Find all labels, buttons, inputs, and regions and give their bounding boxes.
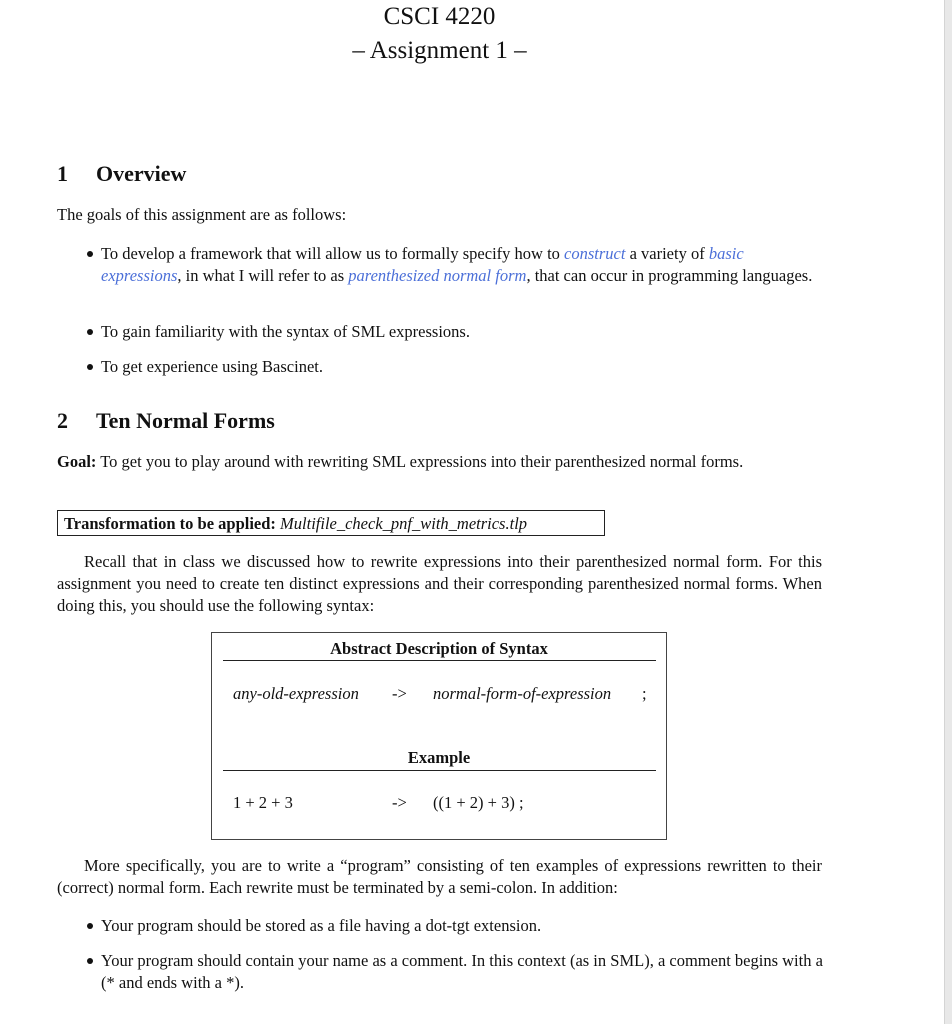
syntax-table xyxy=(211,632,667,840)
requirements-bullet-2: Your program should contain your name as a comment. In this context (as in SML), a comment begins with a (* and ends with a *). xyxy=(101,951,823,992)
bullet-icon xyxy=(87,364,93,370)
syntax-table-header: Abstract Description of Syntax xyxy=(330,639,548,658)
bullet-icon xyxy=(87,329,93,335)
bullet-icon xyxy=(87,958,93,964)
divider xyxy=(223,660,656,661)
goal-paragraph xyxy=(57,451,822,473)
link-construct[interactable]: construct xyxy=(564,244,626,263)
section-heading-ten-normal-forms xyxy=(57,408,275,434)
syntax-lhs: any-old-expression xyxy=(233,684,359,703)
course-title: CSCI 4220 xyxy=(383,3,496,30)
overview-bullet-3: To get experience using Bascinet. xyxy=(101,357,323,376)
overview-intro: The goals of this assignment are as follows: xyxy=(57,205,347,224)
section-number: 2 xyxy=(57,408,68,433)
recall-paragraph: Recall that in class we discussed how to rewrite expressions into their parenthesized normal form. For this assignment you need to create ten distinct expressions and their corresponding parenthesized normal forms. When doing this, you should use the following syntax: xyxy=(57,552,822,615)
scrollbar-gutter[interactable] xyxy=(944,0,952,1024)
section-title: Overview xyxy=(96,161,187,186)
bullet-icon xyxy=(87,923,93,929)
transformation-label: Transformation to be applied: xyxy=(64,514,276,533)
section-number: 1 xyxy=(57,161,68,186)
bullet-icon xyxy=(87,251,93,257)
more-specifically-paragraph: More specifically, you are to write a “program” consisting of ten examples of expressions rewritten to their (correct) normal form. Each rewrite must be terminated by a semi-colon. In addition: xyxy=(57,856,822,897)
section-heading-overview xyxy=(57,161,186,187)
example-lhs: 1 + 2 + 3 xyxy=(233,793,293,812)
syntax-rhs: normal-form-of-expression xyxy=(433,684,612,703)
overview-bullet-1: To develop a framework that will allow us to formally specify how to construct a variety of basic expressions, in what I will refer to as parenthesized normal form, that can occur in programming languages. xyxy=(101,244,813,285)
link-parenthesized-normal-form[interactable]: parenthesized normal form xyxy=(348,266,527,285)
syntax-semicolon: ; xyxy=(642,684,647,703)
assignment-title: – Assignment 1 – xyxy=(352,37,527,64)
goal-text: To get you to play around with rewriting SML expressions into their parenthesized normal forms. xyxy=(96,452,744,471)
section-title: Ten Normal Forms xyxy=(96,408,275,433)
divider xyxy=(223,770,656,771)
example-header: Example xyxy=(407,748,471,767)
syntax-arrow: -> xyxy=(392,684,407,703)
example-rhs: ((1 + 2) + 3) ; xyxy=(433,793,524,812)
requirements-bullet-1: Your program should be stored as a file having a dot-tgt extension. xyxy=(101,916,542,935)
goal-label: Goal: xyxy=(57,452,97,471)
transformation-file: Multifile_check_pnf_with_metrics.tlp xyxy=(280,514,528,533)
link-basic-expressions[interactable]: basic expressions xyxy=(101,244,744,285)
overview-bullet-2: To gain familiarity with the syntax of SML expressions. xyxy=(101,322,470,341)
example-arrow: -> xyxy=(392,793,407,812)
transformation-box xyxy=(57,510,605,536)
